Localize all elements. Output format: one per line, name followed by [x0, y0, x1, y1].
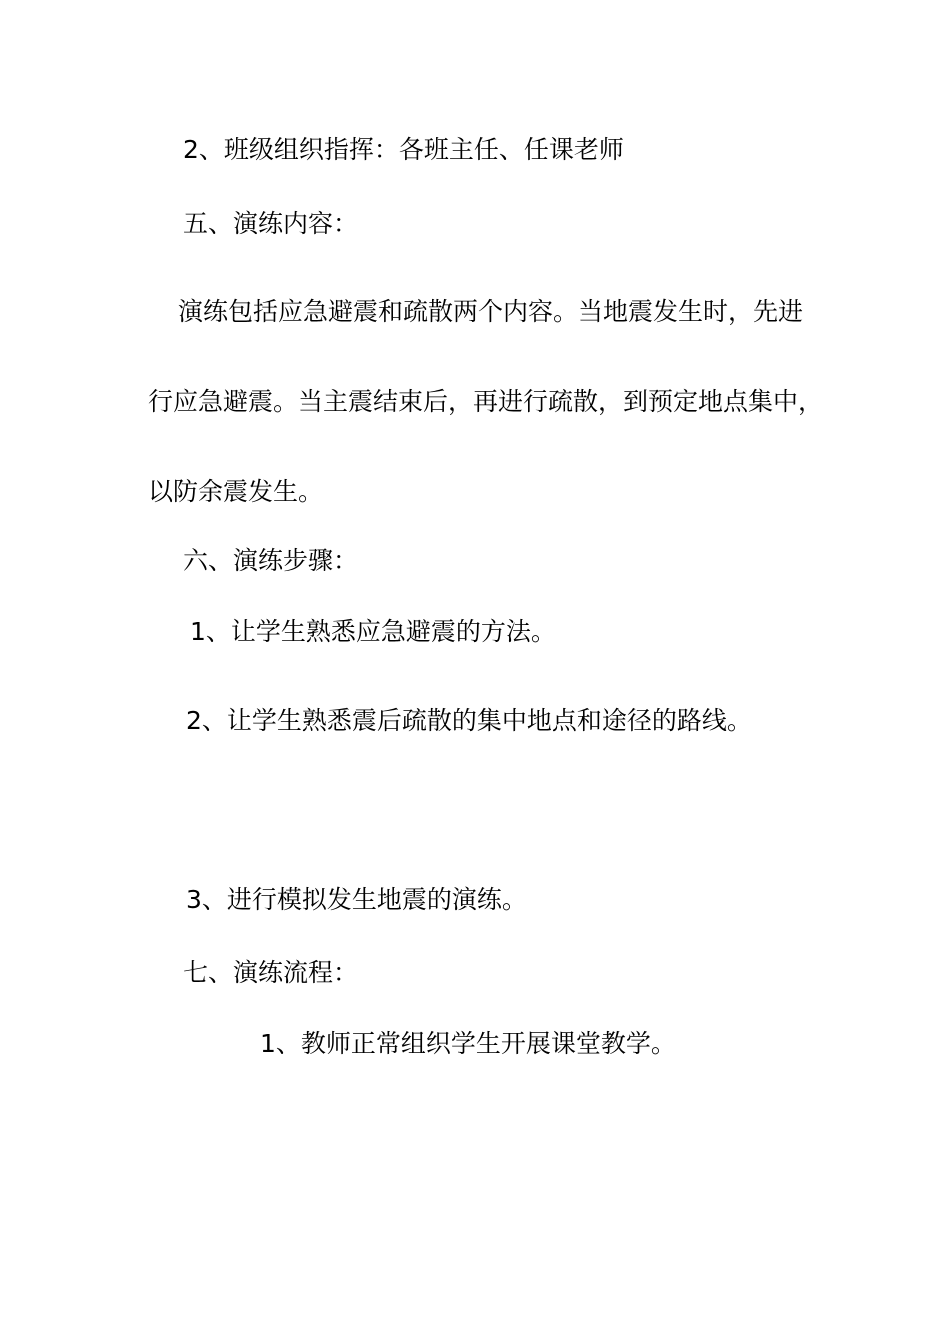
section-heading-drill-steps: 六、演练步骤：	[183, 546, 359, 575]
step-item-3: 3、进行模拟发生地震的演练。	[186, 885, 527, 914]
paragraph-line-2: 行应急避震。当主震结束后，再进行疏散，到预定地点集中，	[148, 387, 824, 416]
process-item-1: 1、教师正常组织学生开展课堂教学。	[260, 1029, 676, 1058]
section-heading-drill-content: 五、演练内容：	[183, 209, 359, 238]
step-item-1: 1、让学生熟悉应急避震的方法。	[190, 617, 556, 646]
paragraph-line-3: 以防余震发生。	[148, 477, 324, 506]
section-heading-drill-process: 七、演练流程：	[183, 958, 359, 987]
command-structure-item-2: 2、班级组织指挥：各班主任、任课老师	[183, 135, 624, 164]
step-item-2: 2、让学生熟悉震后疏散的集中地点和途径的路线。	[186, 706, 752, 735]
paragraph-line-1: 演练包括应急避震和疏散两个内容。当地震发生时，先进	[178, 297, 804, 326]
